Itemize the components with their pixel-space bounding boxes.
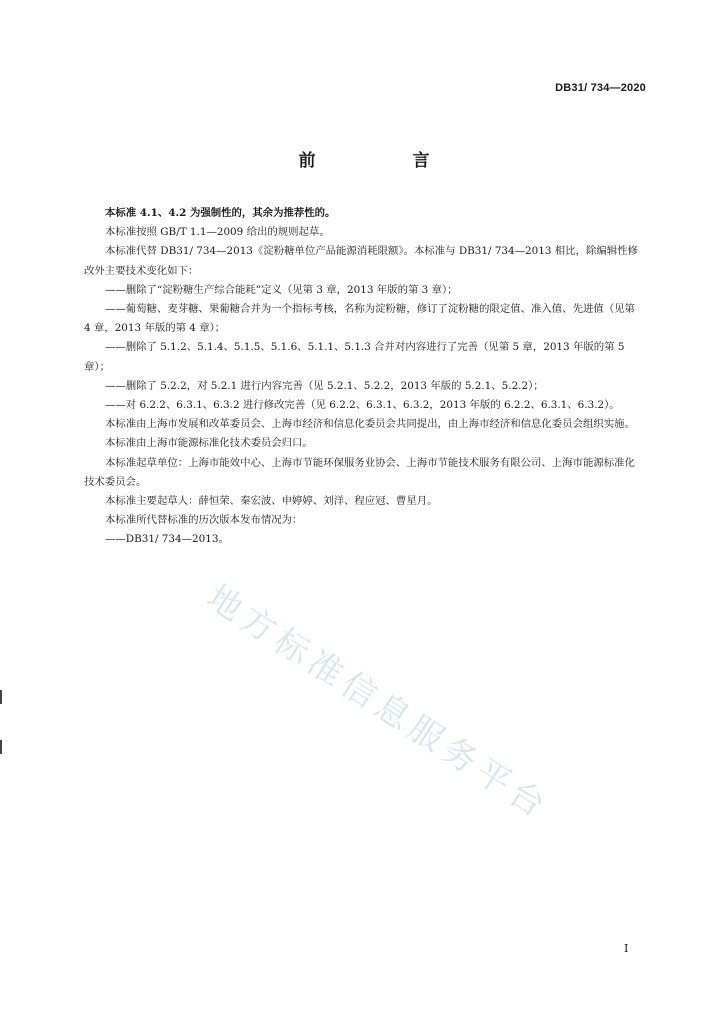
paragraph-drafting-units: 本标准起草单位：上海市能效中心、上海市节能环保服务业协会、上海市节能技术服务有限公司、上海市能源标准化技术委员会。 (84, 456, 635, 488)
paragraph-replaces: 本标准代替 DB31/ 734—2013《淀粉糖单位产品能源消耗限额》。本标准与 DB31/ 734—2013 相比，除编辑性修改外主要技术变化如下： (84, 245, 638, 277)
page-number: I (624, 942, 629, 955)
scan-edge-mark (0, 740, 2, 754)
scan-edge-mark (0, 690, 2, 704)
change-item: ——删除了“淀粉糖生产综合能耗”定义（见第 3 章，2013 年版的第 3 章）； (105, 283, 458, 296)
history-item: ——DB31/ 734—2013。 (105, 533, 229, 546)
change-item: ——删除了 5.1.2、5.1.4、5.1.5、5.1.6、5.1.1、5.1.3 合并对内容进行了完善（见第 5 章，2013 年版的第 5 章）； (84, 341, 625, 373)
paragraph-proposed-by: 本标准由上海市发展和改革委员会、上海市经济和信息化委员会共同提出，由上海市经济和信息化委员会组织实施。 (105, 418, 635, 431)
paragraph-drafters: 本标准主要起草人：薛恒荣、秦宏波、申婷婷、刘洋、程应冠、曹星月。 (105, 495, 438, 508)
paragraph-mandatory: 本标准 4.1、4.2 为强制性的，其余为推荐性的。 (105, 207, 336, 219)
paragraph-centralized: 本标准由上海市能源标准化技术委员会归口。 (105, 437, 313, 450)
paragraph-history-intro: 本标准所代替标准的历次版本发布情况为： (105, 514, 303, 527)
change-item: ——葡萄糖、麦芽糖、果葡糖合并为一个指标考核，名称为淀粉糖，修订了淀粉糖的限定值、准入值、先进值（见第 4 章，2013 年版的第 4 章）； (84, 303, 635, 335)
change-item: ——对 6.2.2、6.3.1、6.3.2 进行修改完善（见 6.2.2、6.3.1、6.3.2，2013 年版的 6.2.2、6.3.1、6.3.2）。 (105, 399, 620, 412)
watermark: 地方标准信息服务平台 (199, 577, 557, 829)
paragraph-drafting-rules: 本标准按照 GB/T 1.1—2009 给出的规则起草。 (105, 226, 330, 239)
change-item: ——删除了 5.2.2，对 5.2.1 进行内容完善（见 5.2.1、5.2.2，2013 年版的 5.2.1、5.2.2）； (105, 379, 544, 392)
page-title: 前 言 (298, 151, 470, 171)
foreword-body (84, 204, 644, 550)
doc-code: DB31/ 734—2020 (555, 82, 646, 94)
